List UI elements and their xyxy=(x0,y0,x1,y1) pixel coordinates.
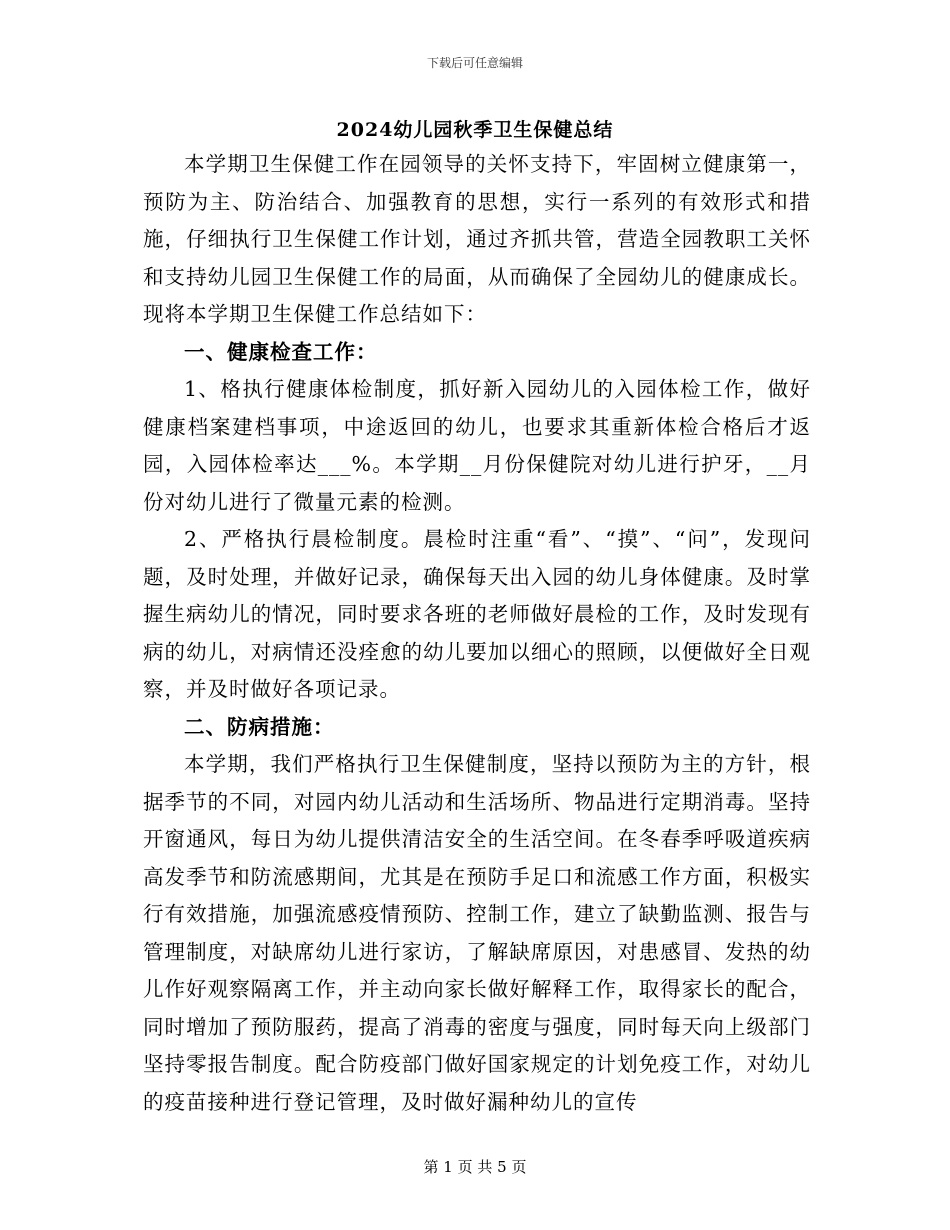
document-body xyxy=(143,146,811,1121)
page-footer: 第 1 页 共 5 页 xyxy=(423,1158,527,1176)
header-note: 下载后可任意编辑 xyxy=(426,56,523,70)
health-check-paragraph-2: 2、严格执行晨检制度。晨检时注重“看”、“摸”、“问”，发现问题，及时处理，并做好记录，确保每天出入园的幼儿身体健康。及时掌握生病幼儿的情况，同时要求各班的老师做好晨检的工作，及时发现有病的幼儿，对病情还没痊愈的幼儿要加以细心的照顾，以便做好全日观察，并及时做好各项记录。 xyxy=(143,527,811,701)
disease-prevention-paragraph: 本学期，我们严格执行卫生保健制度，坚持以预防为主的方针，根据季节的不同，对园内幼儿活动和生活场所、物品进行定期消毒。坚持开窗通风，每日为幼儿提供清洁安全的生活空间。在冬春季呼吸道疾病高发季节和防流感期间，尤其是在预防手足口和流感工作方面，积极实行有效措施，加强流感疫情预防、控制工作，建立了缺勤监测、报告与管理制度，对缺席幼儿进行家访，了解缺席原因，对患感冒、发热的幼儿作好观察隔离工作，并主动向家长做好解释工作，取得家长的配合，同时增加了预防服药，提高了消毒的密度与强度，同时每天向上级部门坚持零报告制度。配合防疫部门做好国家规定的计划免疫工作，对幼儿的疫苗接种进行登记管理，及时做好漏种幼儿的宣传 xyxy=(143,752,811,1114)
section-heading-disease-prevention: 二、防病措施： xyxy=(184,714,335,739)
intro-paragraph: 本学期卫生保健工作在园领导的关怀支持下，牢固树立健康第一，预防为主、防治结合、加强教育的思想，实行一系列的有效形式和措施，仔细执行卫生保健工作计划，通过齐抓共管，营造全园教职工关怀和支持幼儿园卫生保健工作的局面，从而确保了全园幼儿的健康成长。现将本学期卫生保健工作总结如下： xyxy=(143,152,811,326)
document-title: 2024幼儿园秋季卫生保健总结 xyxy=(336,119,614,141)
health-check-paragraph-1: 1、格执行健康体检制度，抓好新入园幼儿的入园体检工作，做好健康档案建档事项，中途返回的幼儿，也要求其重新体检合格后才返园，入园体检率达___%。本学期__月份保健院对幼儿进行护牙，__月份对幼儿进行了微量元素的检测。 xyxy=(143,377,811,514)
section-heading-health-check: 一、健康检查工作： xyxy=(184,339,378,364)
